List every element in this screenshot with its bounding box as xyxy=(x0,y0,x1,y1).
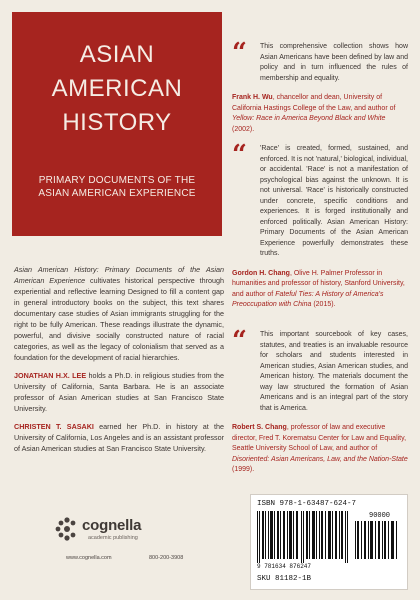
reviewer-work: Fateful Ties: A History of America's Preoccupation with China xyxy=(232,290,384,308)
reviewer-work: Yellow: Race in America Beyond Black and White xyxy=(232,115,386,122)
author-name: JONATHAN H.X. LEE xyxy=(14,371,87,380)
description-body: cultivates historical perspective through experiential and reflective learning Designed to fill a content gap in general introductory books on the subject, this text shares documentary case studies of Asian immigrants struggling for the right to be fully American. These readings illustrate the dynamic, powerful, and divisive socially constructed nature of racial categories, as well as the legacy of colonialism that served as a foundation for the development of racial hierarchies. xyxy=(14,276,224,362)
publisher-tagline: academic publishing xyxy=(88,535,138,541)
reviewer-year: (2015). xyxy=(311,301,336,308)
ean-digits: 9 781634 876247 xyxy=(257,563,312,570)
author-name: CHRISTEN T. SASAKI xyxy=(14,422,94,431)
isbn-label: ISBN 978-1-63487-624-7 xyxy=(257,500,357,508)
author-bio xyxy=(14,370,224,414)
reviewer-role: , professor of law and executive director, Fred T. Korematsu Center for Law and Equality, Seattle University School of Law, and author of xyxy=(232,424,407,452)
barcode-block xyxy=(250,494,408,590)
author-bio-text: holds a Ph.D. in religious studies from the University of California, Santa Barbara. He is an associate professor of Asian American studies at San Francisco State University. xyxy=(14,371,224,413)
cognella-logo-icon xyxy=(54,516,80,542)
title-line-2: AMERICAN xyxy=(51,75,183,102)
reviewer-name: Frank H. Wu xyxy=(232,94,273,101)
subtitle-line-2: ASIAN AMERICAN EXPERIENCE xyxy=(38,188,196,199)
quote-mark-icon: “ xyxy=(232,326,247,356)
reviewer-name: Gordon H. Chang xyxy=(232,269,290,277)
review-quote: This comprehensive collection shows how Asian Americans have been defined by law and policy and in turn influenced the rules of membership and equality. xyxy=(260,43,408,82)
quote-mark-icon: “ xyxy=(232,140,247,170)
review-2 xyxy=(232,140,408,311)
book-description xyxy=(14,264,224,363)
review-quote: 'Race' is created, formed, sustained, and enforced. It is not 'natural,' biological, individual, or accidental. 'Race' is not a manifestation of psychological bias against the unknown. It is not universal. 'Race' is historically constructed under concrete, specific conditions and experiences. It is forged institutionally and enforced politically. Asian American History: Primary Documents of the Asian American Experience powerfully demonstrates these truths. xyxy=(260,145,408,257)
reviewer-role: , chancellor and dean, University of California Hastings College of the Law, and author of xyxy=(232,94,396,112)
ean-barcode-icon xyxy=(257,511,351,563)
sku-label: SKU 81182-1B xyxy=(257,575,312,583)
subtitle xyxy=(12,174,222,200)
addon-barcode-icon xyxy=(355,511,399,559)
title-block xyxy=(12,12,222,236)
publisher-logo-area xyxy=(54,516,224,566)
review-quote: This important sourcebook of key cases, statutes, and treaties is an invaluable resource for scholars and students interested in American studies, Asian American studies, and American history. The materials document the way law structured the formation of Asian Americans and is an integral part of the story that is America. xyxy=(260,331,408,412)
review-1 xyxy=(232,38,408,135)
book-title-italic: Asian American History: Primary Documents of the Asian American Experience xyxy=(14,265,224,285)
author-bio xyxy=(14,421,224,454)
description-block xyxy=(14,264,224,461)
title-line-1: ASIAN xyxy=(79,41,155,68)
review-attribution xyxy=(232,423,408,476)
reviewer-name: Robert S. Chang xyxy=(232,424,287,431)
author-bio-text: earned her Ph.D. in history at the University of California, Los Angeles and is an assistant professor of Asian American studies at San Francisco State University. xyxy=(14,422,224,453)
publisher-url[interactable]: www.cognella.com xyxy=(66,555,112,561)
review-attribution xyxy=(232,269,408,311)
title-line-3: HISTORY xyxy=(62,109,172,136)
reviewer-work: Disoriented: Asian Americans, Law, and the Nation-State xyxy=(232,455,408,463)
review-3 xyxy=(232,326,408,476)
price-code: 90000 xyxy=(369,512,391,520)
reviewer-role: , Olive H. Palmer Professor in humanities and professor of history, Stanford University, and author of xyxy=(232,269,405,298)
quote-mark-icon: “ xyxy=(232,38,247,68)
subtitle-line-1: PRIMARY DOCUMENTS OF THE xyxy=(38,175,196,186)
publisher-name: cognella xyxy=(82,517,142,534)
reviewer-year: (1999). xyxy=(232,466,255,473)
review-attribution xyxy=(232,93,408,135)
publisher-phone: 800-200-3908 xyxy=(149,555,184,561)
reviewer-year: (2002). xyxy=(232,125,255,133)
